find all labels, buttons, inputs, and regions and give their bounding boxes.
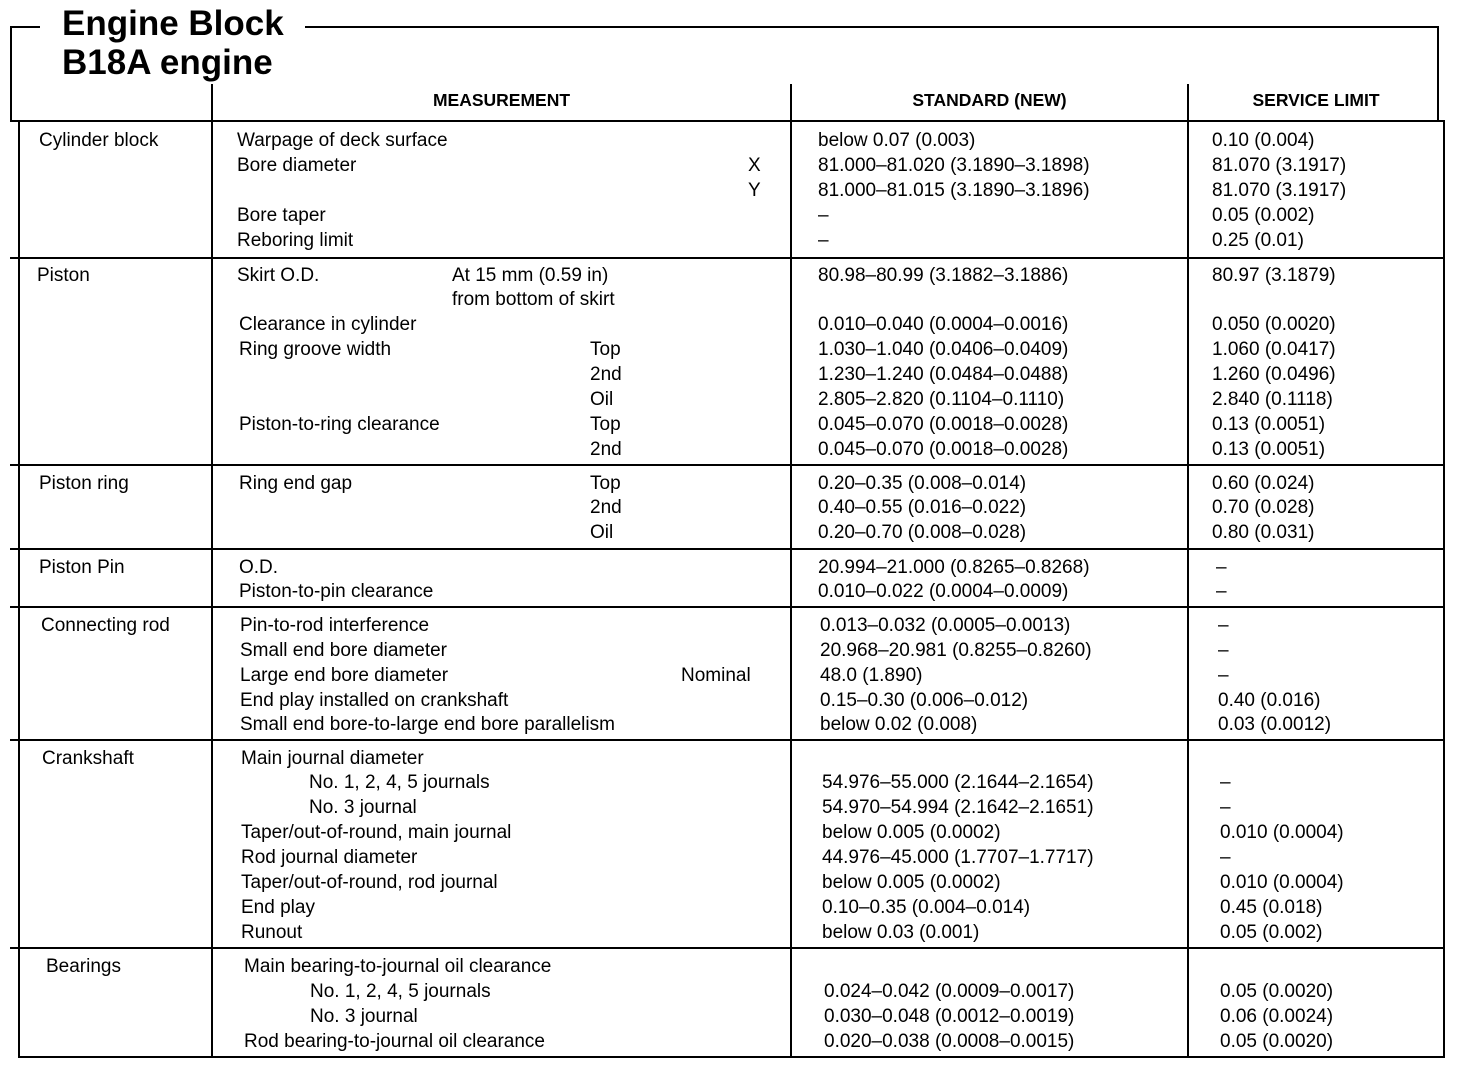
svc-journals-1245: – [1220, 772, 1231, 793]
std-groove-oil: 2.805–2.820 (0.1104–0.1110) [818, 389, 1065, 410]
svc-prc-top: 0.13 (0.0051) [1212, 414, 1326, 435]
section-crankshaft: Crankshaft [42, 748, 134, 769]
header-service-limit: SERVICE LIMIT [1252, 90, 1380, 110]
svc-bearing-3: 0.06 (0.0024) [1220, 1006, 1334, 1027]
label-main-bearing: Main bearing-to-journal oil clearance [244, 956, 552, 977]
col-rule-3 [1187, 84, 1189, 1057]
sub-gap-2nd: 2nd [590, 497, 622, 518]
section-connecting-rod: Connecting rod [41, 615, 170, 636]
table-left [18, 121, 20, 1057]
header-standard: STANDARD (NEW) [912, 90, 1067, 110]
svc-journal-3: – [1220, 797, 1231, 818]
col-rule-1 [211, 84, 213, 1057]
std-bearing-1245: 0.024–0.042 (0.0009–0.0017) [824, 981, 1075, 1002]
rule-header [10, 120, 1445, 122]
label-skirt-od: Skirt O.D. [237, 265, 320, 286]
sub-prc-2nd: 2nd [590, 439, 622, 460]
section-piston-pin: Piston Pin [39, 557, 125, 578]
rule-3 [10, 548, 1445, 550]
label-clearance-cyl: Clearance in cylinder [239, 314, 417, 335]
label-rod-end-play: End play installed on crankshaft [240, 690, 509, 711]
label-crank-end-play: End play [241, 897, 315, 918]
std-rod-bearing: 0.020–0.038 (0.0008–0.0015) [824, 1031, 1075, 1052]
label-runout: Runout [241, 922, 303, 943]
svc-rod-end-play: 0.40 (0.016) [1218, 690, 1321, 711]
col-rule-2 [790, 84, 792, 1057]
rule-6 [10, 947, 1445, 949]
label-rod-journal: Rod journal diameter [241, 847, 418, 868]
std-small-end-bore: 20.968–20.981 (0.8255–0.8260) [820, 640, 1092, 661]
svc-warpage: 0.10 (0.004) [1212, 130, 1315, 151]
frame-top-right [305, 26, 1438, 28]
svc-clearance-cyl: 0.050 (0.0020) [1212, 314, 1336, 335]
svc-skirt-od: 80.97 (3.1879) [1212, 265, 1336, 286]
label-reboring: Reboring limit [237, 230, 354, 251]
std-runout: below 0.03 (0.001) [822, 922, 980, 943]
std-taper-main: below 0.005 (0.0002) [822, 822, 1001, 843]
section-bearings: Bearings [46, 956, 121, 977]
sub-bore-x: X [748, 155, 761, 176]
label-pin-rod-interference: Pin-to-rod interference [240, 615, 430, 636]
label-journal-3: No. 3 journal [309, 797, 417, 818]
std-journals-1245: 54.976–55.000 (2.1644–2.1654) [822, 772, 1094, 793]
svc-bore-taper: 0.05 (0.002) [1212, 205, 1315, 226]
sub-groove-oil: Oil [590, 389, 614, 410]
svc-bore-x: 81.070 (3.1917) [1212, 155, 1347, 176]
std-clearance-cyl: 0.010–0.040 (0.0004–0.0016) [818, 314, 1069, 335]
svc-crank-end-play: 0.45 (0.018) [1220, 897, 1323, 918]
label-warpage: Warpage of deck surface [237, 130, 448, 151]
std-groove-top: 1.030–1.040 (0.0406–0.0409) [818, 339, 1069, 360]
label-piston-ring-clearance: Piston-to-ring clearance [239, 414, 440, 435]
table-right [1443, 121, 1445, 1057]
note-skirt-2: from bottom of skirt [452, 289, 615, 310]
label-ring-end-gap: Ring end gap [239, 473, 353, 494]
sub-groove-top: Top [590, 339, 621, 360]
label-large-end-bore: Large end bore diameter [240, 665, 449, 686]
label-bearing-3: No. 3 journal [310, 1006, 418, 1027]
sub-gap-top: Top [590, 473, 621, 494]
page-title [62, 4, 290, 82]
std-pin-clearance: 0.010–0.022 (0.0004–0.0009) [818, 581, 1069, 602]
std-gap-top: 0.20–0.35 (0.008–0.014) [818, 473, 1027, 494]
title-line1: Engine Block [62, 4, 284, 43]
label-bearing-1245: No. 1, 2, 4, 5 journals [310, 981, 491, 1002]
std-bore-y: 81.000–81.015 (3.1890–3.1896) [818, 180, 1090, 201]
label-ring-groove: Ring groove width [239, 339, 392, 360]
section-piston-ring: Piston ring [39, 473, 129, 494]
std-warpage: below 0.07 (0.003) [818, 130, 976, 151]
svc-parallelism: 0.03 (0.0012) [1218, 714, 1332, 735]
sub-groove-2nd: 2nd [590, 364, 622, 385]
svc-rod-bearing: 0.05 (0.0020) [1220, 1031, 1334, 1052]
std-pin-od: 20.994–21.000 (0.8265–0.8268) [818, 557, 1090, 578]
std-prc-top: 0.045–0.070 (0.0018–0.0028) [818, 414, 1069, 435]
svc-groove-2nd: 1.260 (0.0496) [1212, 364, 1336, 385]
std-rod-end-play: 0.15–0.30 (0.006–0.012) [820, 690, 1029, 711]
svc-reboring: 0.25 (0.01) [1212, 230, 1304, 251]
label-taper-main: Taper/out-of-round, main journal [241, 822, 512, 843]
svc-taper-rod: 0.010 (0.0004) [1220, 872, 1344, 893]
label-pin-od: O.D. [239, 557, 279, 578]
rule-2 [10, 464, 1445, 466]
label-parallelism: Small end bore-to-large end bore parallelism [240, 714, 615, 735]
std-journal-3: 54.970–54.994 (2.1642–2.1651) [822, 797, 1094, 818]
svc-pin-rod-interference: – [1218, 615, 1229, 636]
frame-left [10, 26, 12, 121]
std-bore-taper: – [818, 205, 829, 226]
sub-gap-oil: Oil [590, 522, 614, 543]
svc-gap-oil: 0.80 (0.031) [1212, 522, 1315, 543]
frame-top-left [10, 26, 40, 28]
std-crank-end-play: 0.10–0.35 (0.004–0.014) [822, 897, 1031, 918]
header-measurement: MEASUREMENT [432, 90, 571, 110]
svc-bore-y: 81.070 (3.1917) [1212, 180, 1347, 201]
std-skirt-od: 80.98–80.99 (3.1882–3.1886) [818, 265, 1069, 286]
svc-rod-journal: – [1220, 847, 1231, 868]
std-bearing-3: 0.030–0.048 (0.0012–0.0019) [824, 1006, 1075, 1027]
rule-bottom [18, 1056, 1445, 1058]
sub-bore-y: Y [748, 180, 761, 201]
svc-pin-clearance: – [1216, 581, 1227, 602]
label-taper-rod: Taper/out-of-round, rod journal [241, 872, 498, 893]
svc-prc-2nd: 0.13 (0.0051) [1212, 439, 1326, 460]
title-line2: B18A engine [62, 43, 273, 82]
std-bore-x: 81.000–81.020 (3.1890–3.1898) [818, 155, 1090, 176]
label-rod-bearing: Rod bearing-to-journal oil clearance [244, 1031, 546, 1052]
svc-groove-oil: 2.840 (0.1118) [1212, 389, 1333, 410]
svc-pin-od: – [1216, 557, 1227, 578]
svc-gap-top: 0.60 (0.024) [1212, 473, 1315, 494]
label-pin-clearance: Piston-to-pin clearance [239, 581, 434, 602]
section-piston: Piston [37, 265, 90, 286]
sub-prc-top: Top [590, 414, 621, 435]
svc-taper-main: 0.010 (0.0004) [1220, 822, 1344, 843]
svc-gap-2nd: 0.70 (0.028) [1212, 497, 1315, 518]
label-main-journal: Main journal diameter [241, 748, 424, 769]
rule-4 [10, 606, 1445, 608]
std-gap-2nd: 0.40–0.55 (0.016–0.022) [818, 497, 1027, 518]
rule-5 [10, 739, 1445, 741]
label-small-end-bore: Small end bore diameter [240, 640, 447, 661]
std-taper-rod: below 0.005 (0.0002) [822, 872, 1001, 893]
sub-nominal: Nominal [681, 665, 751, 686]
std-groove-2nd: 1.230–1.240 (0.0484–0.0488) [818, 364, 1069, 385]
std-rod-journal: 44.976–45.000 (1.7707–1.7717) [822, 847, 1094, 868]
svc-groove-top: 1.060 (0.0417) [1212, 339, 1336, 360]
note-skirt-1: At 15 mm (0.59 in) [452, 265, 609, 286]
std-prc-2nd: 0.045–0.070 (0.0018–0.0028) [818, 439, 1069, 460]
svc-small-end-bore: – [1218, 640, 1229, 661]
std-parallelism: below 0.02 (0.008) [820, 714, 978, 735]
svc-runout: 0.05 (0.002) [1220, 922, 1323, 943]
std-large-end-bore: 48.0 (1.890) [820, 665, 923, 686]
std-pin-rod-interference: 0.013–0.032 (0.0005–0.0013) [820, 615, 1071, 636]
label-bore-diameter: Bore diameter [237, 155, 357, 176]
label-bore-taper: Bore taper [237, 205, 326, 226]
section-cylinder-block: Cylinder block [39, 130, 159, 151]
label-journals-1245: No. 1, 2, 4, 5 journals [309, 772, 490, 793]
svc-large-end-bore: – [1218, 665, 1229, 686]
std-reboring: – [818, 230, 829, 251]
svc-bearing-1245: 0.05 (0.0020) [1220, 981, 1334, 1002]
std-gap-oil: 0.20–0.70 (0.008–0.028) [818, 522, 1027, 543]
rule-1 [10, 257, 1445, 259]
